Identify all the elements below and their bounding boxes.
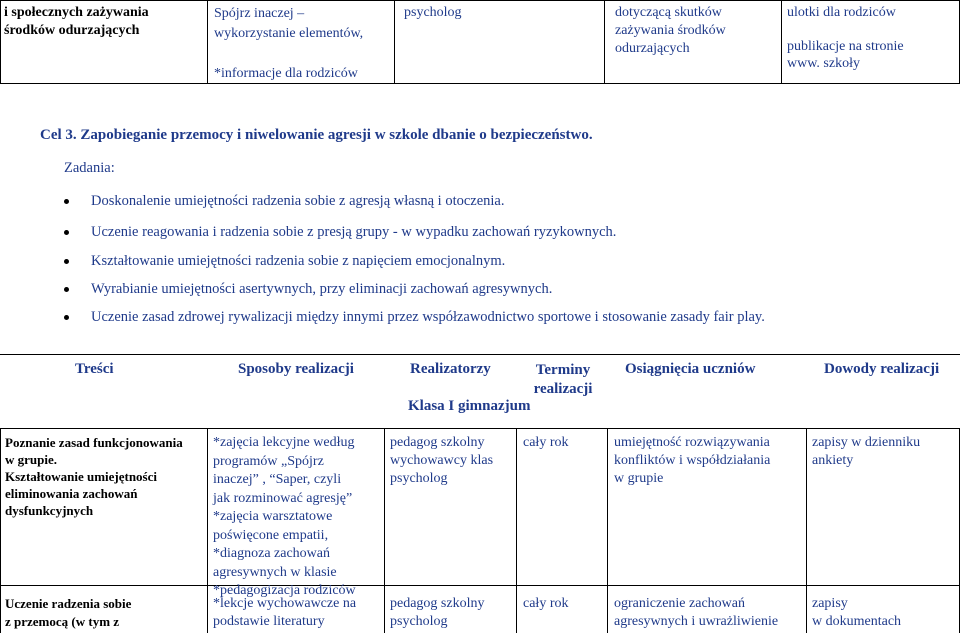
table-cell: ulotki dla rodziców publikacje na stronie www. szkoły: [787, 5, 904, 71]
tasks-label: Zadania:: [64, 160, 115, 176]
table-border: [607, 428, 608, 633]
table-cell: psycholog: [404, 5, 462, 20]
column-header-dowody: Dowody realizacji: [824, 361, 940, 377]
table-cell: i społecznych zażywania środków odurzających: [4, 5, 149, 38]
bullet-icon: [64, 259, 69, 264]
goal-title: Cel 3. Zapobieganie przemocy i niwelowanie agresji w szkole dbanie o bezpieczeństwo.: [40, 127, 593, 143]
table-border: [781, 0, 782, 84]
bullet-icon: [64, 287, 69, 292]
table-border: [516, 428, 517, 633]
table-border: [0, 0, 960, 1]
table-border: [207, 428, 208, 633]
table-border: [207, 0, 208, 84]
table-cell: zapisy w dzienniku ankiety: [812, 435, 921, 468]
column-header-tresci: Treści: [75, 361, 114, 377]
table-border: [604, 0, 605, 84]
table-cell: cały rok: [523, 435, 569, 450]
bullet-icon: [64, 315, 69, 320]
table-cell: pedagog szkolny wychowawcy klas psycholog: [390, 435, 494, 486]
table-cell: zapisy w dokumentach: [812, 596, 902, 629]
table-border: [0, 428, 1, 633]
table-cell: cały rok: [523, 596, 569, 611]
table-cell: pedagog szkolny psycholog: [390, 596, 485, 629]
table-cell: *zajęcia lekcyjne według programów „Spójrz inaczej” , “Saper, czyli jak rozminować agresję” *zajęcia warsztatowe poświęcone empatii, *diagnoza zachowań agresywnych w klasie *pedagogizacja rodziców: [213, 435, 356, 598]
table-cell: umiejętność rozwiązywania konfliktów i współdziałania w grupie: [614, 435, 771, 486]
class-label: Klasa I gimnazjum: [408, 398, 531, 414]
bullet-icon: [64, 230, 69, 235]
task-text: Kształtowanie umiejętności radzenia sobie z napięciem emocjonalnym.: [91, 253, 506, 269]
table-cell: Uczenie radzenia sobie z przemocą (w tym z: [5, 596, 132, 629]
table-border: [0, 0, 1, 84]
table-cell: Spójrz inaczej – wykorzystanie elementów, *informacje dla rodziców: [214, 6, 364, 81]
table-cell: ograniczenie zachowań agresywnych i uwrażliwienie: [614, 596, 779, 629]
task-text: Uczenie reagowania i radzenia sobie z presją grupy - w wypadku zachowań ryzykownych.: [91, 224, 617, 240]
table-border: [0, 585, 960, 586]
column-header-osiagniecia: Osiągnięcia uczniów: [625, 361, 756, 377]
column-header-terminy: Terminy realizacji: [533, 362, 593, 397]
table-border: [0, 83, 960, 84]
table-border: [394, 0, 395, 84]
table-border: [0, 428, 960, 429]
bullet-icon: [64, 199, 69, 204]
table-border: [0, 354, 960, 355]
table-border: [806, 428, 807, 633]
task-text: Doskonalenie umiejętności radzenia sobie z agresją własną i otoczenia.: [91, 193, 505, 209]
table-cell: Poznanie zasad funkcjonowania w grupie. Kształtowanie umiejętności eliminowania zachowań dysfunkcyjnych: [5, 435, 183, 518]
column-header-realizatorzy: Realizatorzy: [410, 361, 491, 377]
task-text: Wyrabianie umiejętności asertywnych, przy eliminacji zachowań agresywnych.: [91, 281, 553, 297]
task-text: Uczenie zasad zdrowej rywalizacji między innymi przez współzawodnictwo sportowe i stosowanie zasady fair play.: [91, 309, 765, 325]
table-cell: dotyczącą skutków zażywania środków odurzających: [615, 5, 726, 56]
table-cell: *lekcje wychowawcze na podstawie literatury: [213, 596, 357, 629]
column-header-sposoby: Sposoby realizacji: [238, 361, 354, 377]
